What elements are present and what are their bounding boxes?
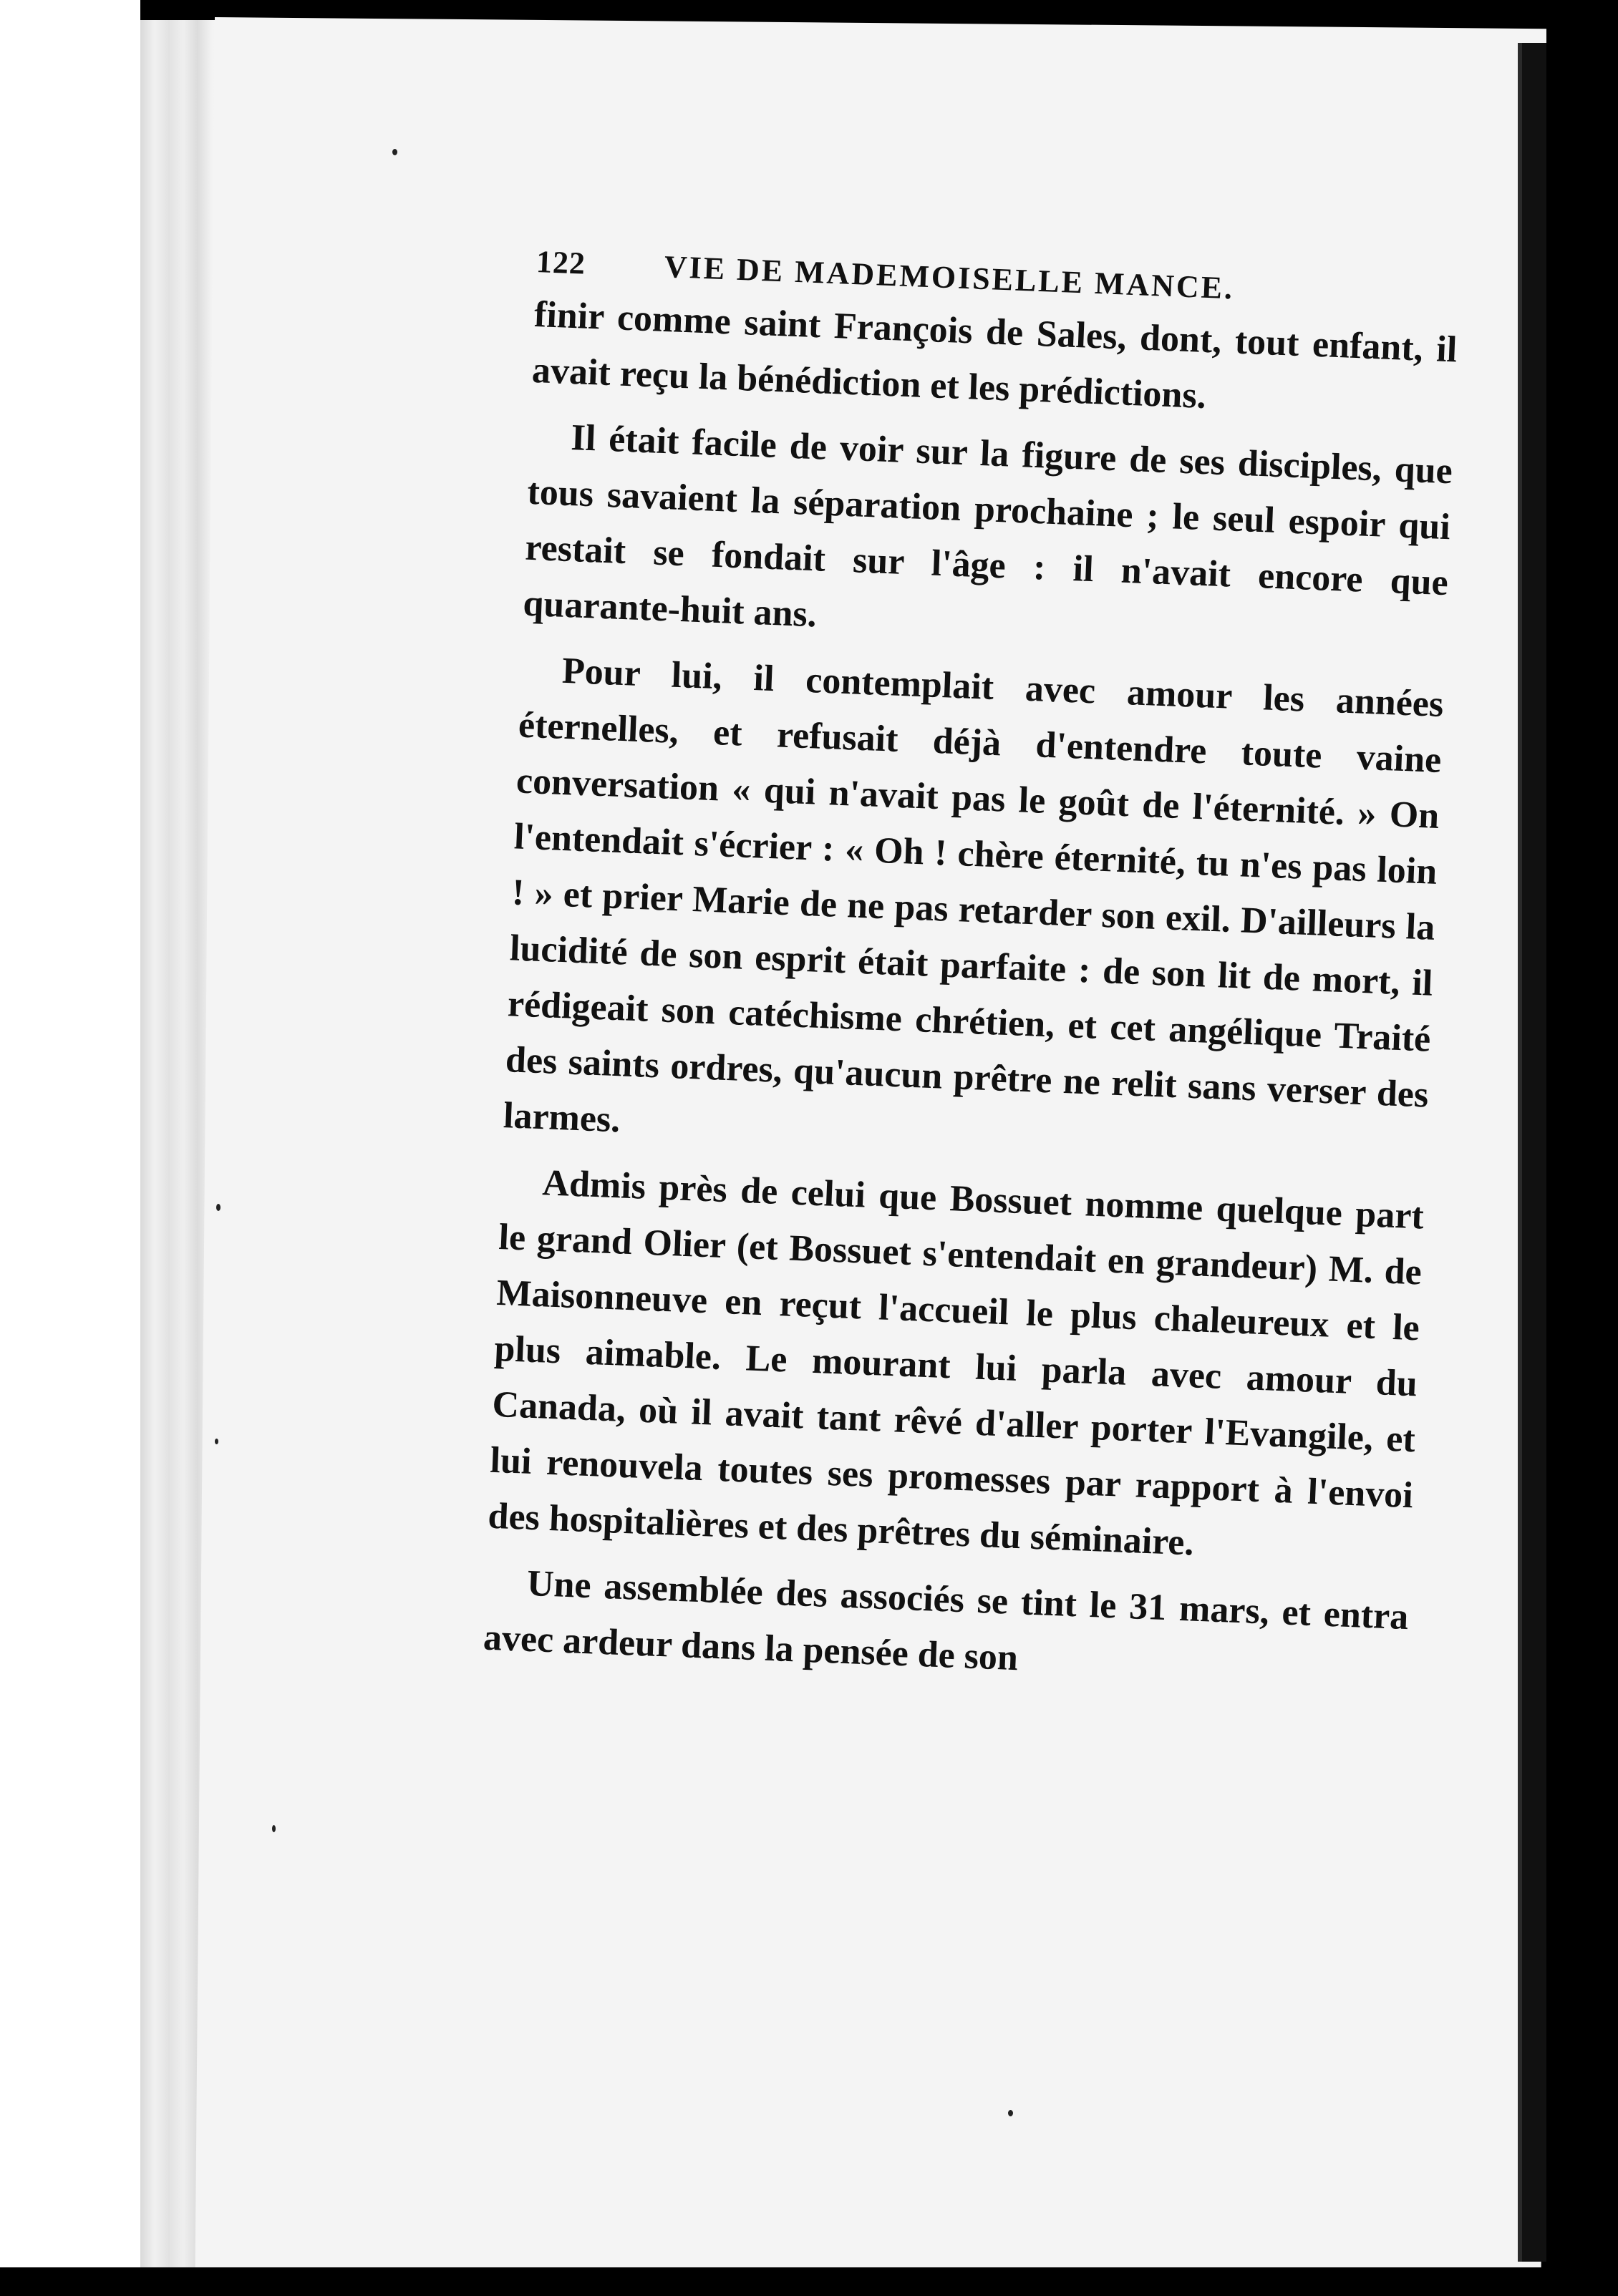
dust-speck: [215, 1439, 218, 1444]
dust-speck: [216, 1204, 221, 1211]
scan-border-right: [1546, 0, 1618, 2296]
page-number: 122: [536, 243, 586, 281]
paragraph: Une assemblée des associés se tint le 31 mars, et entra avec ardeur dans la pensée de son: [483, 1562, 1410, 1679]
paragraph: Il était facile de voir sur la figure de ses disciples, que tous savaient la séparation prochaine ; le seul espoir qui restait se fondait sur l'âge : il n'avait encore que quarante-huit ans.: [522, 417, 1453, 636]
scan-border-bottom: [0, 2267, 1618, 2296]
dust-speck: [392, 149, 397, 155]
dust-speck: [1008, 2110, 1013, 2116]
paragraph: Pour lui, il contemplait avec amour les années éternelles, et refusait déjà d'entendre toute vaine conversation « qui n'avait pas le goût de l'éternité. » On l'entendait s'écrier : « Oh ! chère éternité, tu n'es pas loin ! » et prier Marie de ne pas retarder son exil. D'ailleurs la lucidité de son esprit était parfaite : de son lit de mort, il rédigeait son catéchisme chrétien, et cet angélique Traité des saints ordres, qu'aucun prêtre ne relit sans verser des larmes.: [503, 650, 1445, 1141]
dust-speck: [272, 1825, 276, 1832]
scan-margin: [0, 0, 140, 2296]
running-title: VIE DE MADEMOISELLE MANCE.: [663, 248, 1235, 306]
paragraph: Admis près de celui que Bossuet nomme quelque part le grand Olier (et Bossuet s'entendait en grandeur) M. de Maisonneuve en reçut l'accueil le plus chaleureux et le plus aimable. Le mourant lui parla avec amour du Canada, où il avait tant rêvé d'aller porter l'Evangile, et lui renouvela toutes ses promesses par rapport à l'envoi des hospitalières et des prêtres du séminaire.: [487, 1162, 1425, 1564]
page-text: [483, 243, 1460, 1701]
paragraph-continuation: finir comme saint François de Sales, dont, tout enfant, il avait reçu la bénédiction et les prédictions.: [531, 293, 1458, 417]
